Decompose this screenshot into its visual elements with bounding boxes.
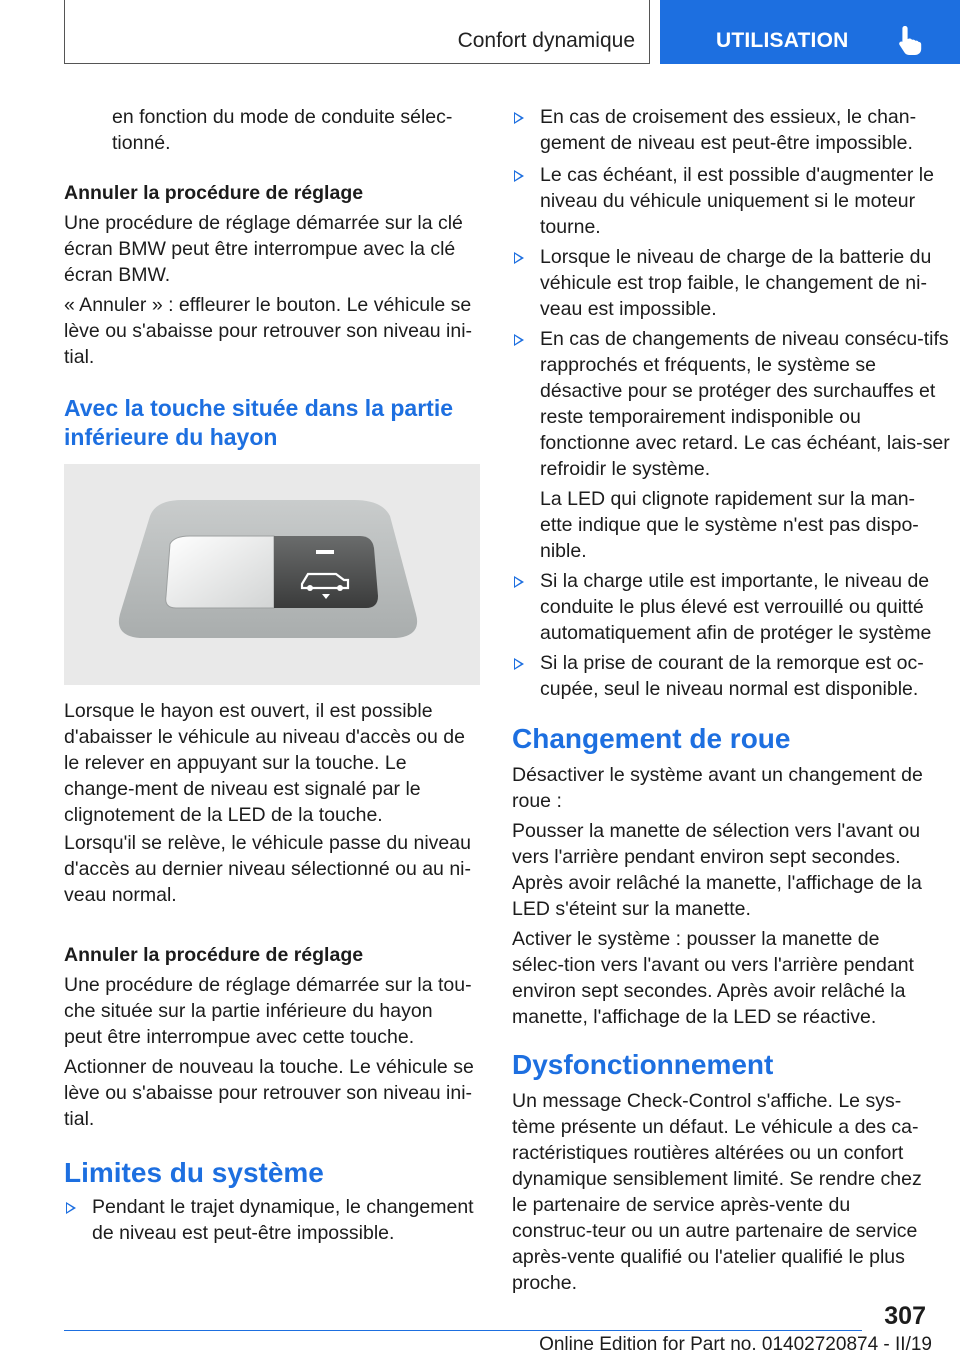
bullet-triangle-icon bbox=[514, 576, 524, 588]
paragraph-wheel-2: Pousser la manette de sélection vers l'avant ou vers l'arrière pendant environ sept secondes. Après avoir relâché la manette, l'affichage de la LED s'éteint sur la manette. bbox=[512, 820, 922, 920]
limit-item-text: Si la prise de courant de la remorque est oc-cupée, seul le niveau normal est disponible. bbox=[540, 652, 924, 700]
limit-item-text: Pendant le trajet dynamique, le changement de niveau est peut-être impossible. bbox=[92, 1196, 474, 1244]
limit-item-text: Le cas échéant, il est possible d'augmenter le niveau du véhicule uniquement si le moteur tourne. bbox=[540, 164, 934, 238]
list-item bbox=[512, 104, 956, 156]
limit-item-text: Si la charge utile est importante, le niveau de conduite le plus élevé est verrouillé ou quitté automatiquement afin de protéger le système bbox=[540, 570, 932, 644]
paragraph-cancel-app-1: Une procédure de réglage démarrée sur la clé écran BMW peut être interrompue avec la clé écran BMW. bbox=[64, 212, 463, 286]
bullet-triangle-icon bbox=[514, 334, 524, 346]
tailgate-button-image bbox=[64, 464, 480, 685]
header-frame bbox=[64, 0, 650, 64]
section-tab-label: UTILISATION bbox=[716, 29, 849, 52]
heading-malfunction: Dysfonctionnement bbox=[512, 1049, 774, 1080]
paragraph-cancel-button-1: Une procédure de réglage démarrée sur la tou-che située sur la partie inférieure du hayon peut être interrompue avec cette touche. bbox=[64, 974, 472, 1048]
paragraph-tailgate-2: Lorsqu'il se relève, le véhicule passe du niveau d'accès au dernier niveau sélectionné ou au ni-veau normal. bbox=[64, 832, 471, 906]
paragraph-tailgate-1: Lorsque le hayon est ouvert, il est possible d'abaisser le véhicule au niveau d'accès ou de le relever en appuyant sur la touche. Le change-ment de niveau est signalé par le clignotement de la LED de la touche. bbox=[64, 700, 465, 826]
limit-item-text: Lorsque le niveau de charge de la batterie du véhicule est trop faible, le changement de ni-veau est impossible. bbox=[540, 246, 932, 320]
limit-item-text: En cas de changements de niveau consécu-tifs rapprochés et fréquents, le système se désactive pour se protéger des surchauffes et reste temporairement indisponible ou fonctionne avec retard. Le cas échéant, lais-ser refroidir le système. bbox=[540, 328, 950, 480]
paragraph-wheel-1: Désactiver le système avant un changement de roue : bbox=[512, 764, 923, 812]
list-item bbox=[64, 1194, 492, 1246]
pointing-hand-icon bbox=[896, 24, 926, 56]
footer-divider bbox=[64, 1330, 862, 1331]
subheading-cancel-button: Annuler la procédure de réglage bbox=[64, 944, 364, 966]
chapter-title: Confort dynamique bbox=[457, 29, 635, 52]
continued-paragraph: en fonction du mode de conduite sélec-tionné. bbox=[112, 106, 453, 154]
list-item bbox=[512, 650, 956, 702]
bullet-triangle-icon bbox=[66, 1202, 76, 1214]
bullet-triangle-icon bbox=[514, 170, 524, 182]
list-item bbox=[512, 244, 956, 322]
list-item bbox=[512, 162, 956, 240]
subheading-cancel-app: Annuler la procédure de réglage bbox=[64, 182, 364, 204]
limit-item-note: La LED qui clignote rapidement sur la man-ette indique que le système n'est pas dispo-nible. bbox=[540, 488, 919, 562]
paragraph-malfunction: Un message Check-Control s'affiche. Le sys-tème présente un défaut. Le véhicule a des ca-ractéristiques routières altérées ou un confort dynamique sensiblement limité. Se rendre chez le partenaire de service après-vente du construc-teur ou un autre partenaire de service après-vente qualifié ou l'atelier qualifié le plus proche. bbox=[512, 1090, 922, 1294]
page-number: 307 bbox=[884, 1302, 926, 1330]
paragraph-cancel-app-2: « Annuler » : effleurer le bouton. Le véhicule se lève ou s'abaisse pour retrouver son niveau ini-tial. bbox=[64, 294, 473, 368]
bullet-triangle-icon bbox=[514, 658, 524, 670]
heading-system-limits: Limites du système bbox=[64, 1157, 324, 1188]
bullet-triangle-icon bbox=[514, 252, 524, 264]
bullet-triangle-icon bbox=[514, 112, 524, 124]
paragraph-cancel-button-2: Actionner de nouveau la touche. Le véhicule se lève ou s'abaisse pour retrouver son niveau ini-tial. bbox=[64, 1056, 474, 1130]
limit-item-text: En cas de croisement des essieux, le chan-gement de niveau est peut-être impossible. bbox=[540, 106, 917, 154]
list-item bbox=[512, 326, 956, 482]
heading-tailgate-button: Avec la touche située dans la partie inférieure du hayon bbox=[64, 395, 454, 450]
footer-edition: Online Edition for Part no. 01402720874 - II/19 bbox=[539, 1334, 932, 1355]
heading-wheel-change: Changement de roue bbox=[512, 723, 791, 754]
tailgate-button-illustration bbox=[64, 464, 480, 685]
section-tab[interactable] bbox=[660, 0, 960, 64]
list-item bbox=[512, 568, 956, 646]
paragraph-wheel-3: Activer le système : pousser la manette de sélec-tion vers l'avant ou vers l'arrière pendant environ sept secondes. Après avoir relâché la manette, l'affichage de la LED se réactive. bbox=[512, 928, 914, 1028]
